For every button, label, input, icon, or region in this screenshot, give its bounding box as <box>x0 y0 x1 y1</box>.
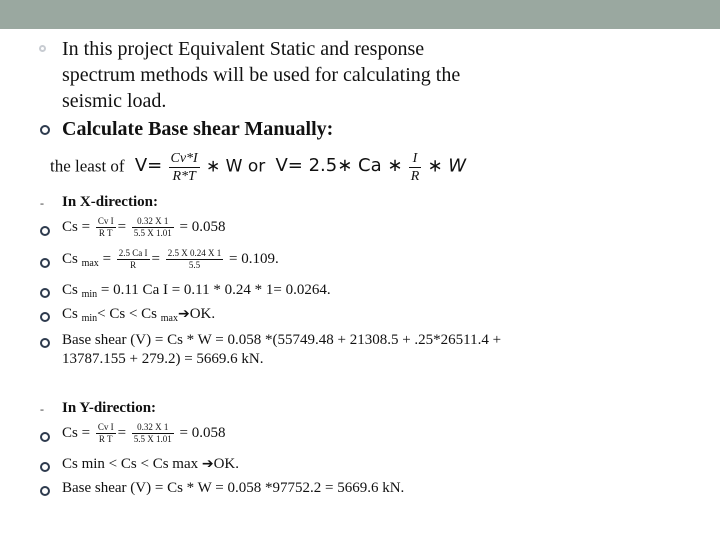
bullet-icon <box>40 486 50 496</box>
x-base-shear-line-2: 13787.155 + 279.2) = 5669.6 kN. <box>62 351 264 367</box>
slide-top-bar <box>0 0 720 29</box>
y-direction-label: In Y-direction: <box>62 400 157 416</box>
csmax-fraction-ca: $\frac{\text{2.5 Ca I}}{R}$ <box>118 248 148 270</box>
cs-fraction-values: $\frac{0.32 X 1}{5.5 X 1.01}$ <box>133 216 172 238</box>
bullet-icon <box>40 288 50 298</box>
formula-v2: V= 2.5∗ Ca ∗ <box>275 155 403 177</box>
section-heading: Calculate Base shear Manually: <box>62 118 334 140</box>
formula-end: ∗ W <box>427 155 467 177</box>
x-check-line: Cs $_{min}$< Cs < Cs $_{max}$➔OK. <box>62 306 216 324</box>
intro-line-3: seismic load. <box>62 90 167 112</box>
cs-fraction-cv: $\frac{\text{Cv I}}{\text{R T}}$ <box>97 216 114 238</box>
formula-line <box>50 150 466 185</box>
bullet-icon <box>39 45 46 52</box>
y-cs-equation: Cs = $\frac{\text{Cv I}}{\text{R T}}$ = $\frac{0.32 X 1}{5.5 X 1.01}$ = 0.058 <box>62 422 226 444</box>
csmax-fraction-values: $\frac{2.5 X 0.24 X 1}{5.5}$ <box>167 248 222 270</box>
cs-fraction-cv: $\frac{\text{Cv I}}{\text{R T}}$ <box>97 422 114 444</box>
x-csmax-equation: Cs $_{max}$ = $\frac{\text{2.5 Ca I}}{R}$ = $\frac{2.5 X 0.24 X 1}{5.5}$ = 0.109. <box>62 248 279 270</box>
arrow-right-icon: ➔ <box>177 306 190 322</box>
cs-fraction-values: $\frac{0.32 X 1}{5.5 X 1.01}$ <box>133 422 172 444</box>
bullet-icon <box>40 226 50 236</box>
bullet-icon <box>40 312 50 322</box>
formula-fraction-2: $\frac{I}{R}$ <box>410 151 420 184</box>
formula-v: V= <box>134 155 163 177</box>
y-base-shear-line: Base shear (V) = Cs * W = 0.058 *97752.2 = 5669.6 kN. <box>62 480 405 496</box>
bullet-icon <box>40 338 50 348</box>
x-cs-equation: Cs = $\frac{\text{Cv I}}{\text{R T}}$ = $\frac{0.32 X 1}{5.5 X 1.01}$ = 0.058 <box>62 216 226 238</box>
bullet-icon <box>40 258 50 268</box>
x-base-shear-line-1: Base shear (V) = Cs * W = 0.058 *(55749.48 + 21308.5 + .25*26511.4 + <box>62 332 502 348</box>
x-direction-label: In X-direction: <box>62 194 158 210</box>
intro-line-2: spectrum methods will be used for calculating the <box>62 64 461 86</box>
bullet-icon <box>40 462 50 472</box>
dash-marker: - <box>40 196 44 210</box>
bullet-icon <box>40 125 50 135</box>
formula-fraction-1: $\frac{Cv*I}{R*T}$ <box>170 151 198 184</box>
formula-times-w: ∗ W or <box>205 156 266 177</box>
arrow-right-icon: ➔ <box>201 456 214 472</box>
intro-line-1: In this project Equivalent Static and response <box>62 38 425 60</box>
dash-marker: - <box>40 402 44 416</box>
formula-lead: the least of <box>50 156 125 176</box>
bullet-icon <box>40 432 50 442</box>
y-check-line: Cs min < Cs < Cs max ➔OK. <box>62 456 240 472</box>
x-csmin-equation: Cs $_{min}$ = 0.11 Ca I = 0.11 * 0.24 * 1= 0.0264. <box>62 282 331 300</box>
